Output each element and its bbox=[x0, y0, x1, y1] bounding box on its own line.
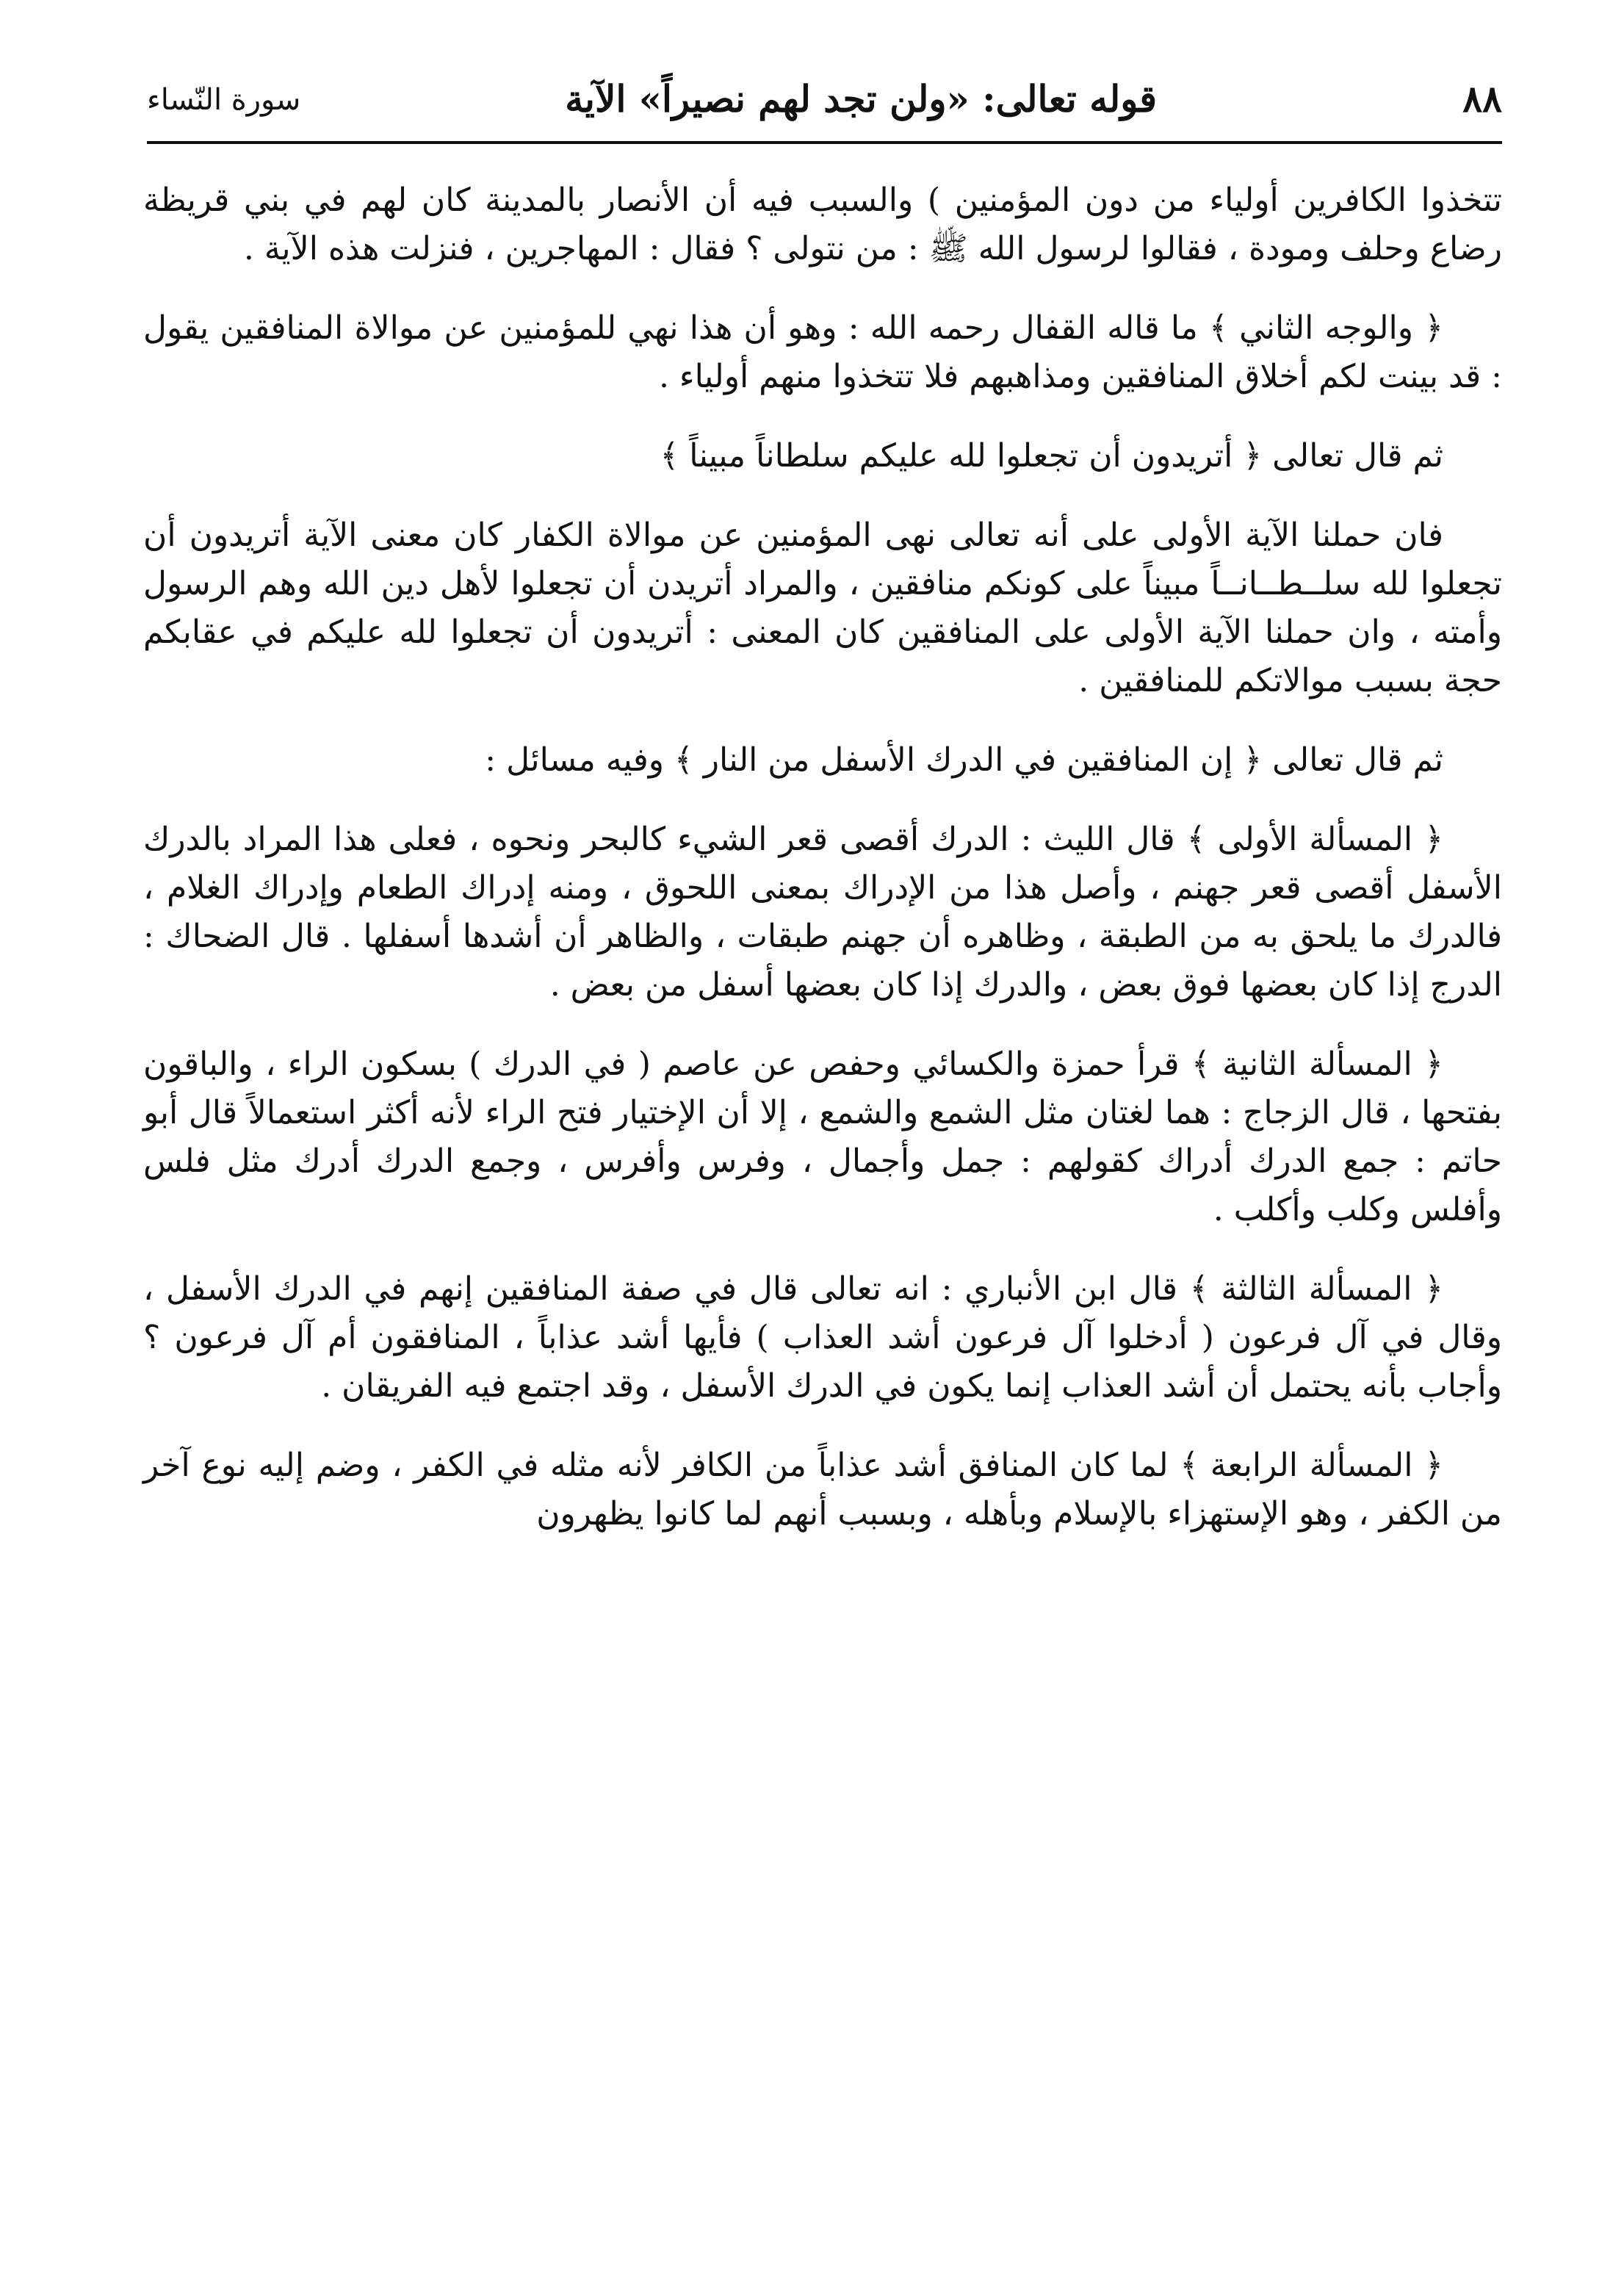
paragraph: ﴿ المسألة الثانية ﴾ قرأ حمزة والكسائي وحفص عن عاصم ( في الدرك ) بسكون الراء ، والباقون بفتحها ، قال الزجاج : هما لغتان مثل الشمع والشمع ، إلا أن الإختيار فتح الراء لأنه أكثر استعمالاً قال أبو حاتم : جمع الدرك أدراك كقولهم : جمل وأجمال ، وفرس وأفرس ، وجمع الدرك أدرك مثل فلس وأفلس وكلب وأكلب . bbox=[143, 1045, 1503, 1228]
page-number: ٨٨ bbox=[1462, 77, 1502, 120]
paragraph: ثم قال تعالى ﴿ إن المنافقين في الدرك الأسفل من النار ﴾ وفيه مسائل : bbox=[485, 741, 1443, 779]
paragraph: فان حملنا الآية الأولى على أنه تعالى نهى المؤمنين عن موالاة الكفار كان معنى الآية أتريدون أن تجعلوا لله سلــطــانــاً مبيناً على كونكم منافقين ، والمراد أتريدن أن تجعلوا لأهل دين الله وهم الرسول وأمته ، وان حملنا الآية الأولى على المنافقين كان المعنى : أتريدون أن تجعلوا لله عليكم في عقابكم حجة بسبب موالاتكم للمنافقين . bbox=[143, 516, 1502, 699]
paragraph: تتخذوا الكافرين أولياء من دون المؤمنين ) والسبب فيه أن الأنصار بالمدينة كان لهم في بني قريظة رضاع وحلف ومودة ، فقالوا لرسول الله ﷺ : من نتولى ؟ فقال : المهاجرين ، فنزلت هذه الآية . bbox=[143, 181, 1502, 267]
header-title: قوله تعالى: «ولن تجد لهم نصيراً» الآية bbox=[565, 77, 1157, 120]
paragraph: ثم قال تعالى ﴿ أتريدون أن تجعلوا لله عليكم سلطاناً مبيناً ﴾ bbox=[660, 437, 1443, 475]
header-divider bbox=[147, 141, 1502, 144]
running-header bbox=[147, 70, 1502, 143]
surah-name: سورة النّساء bbox=[147, 83, 301, 117]
paragraph: ﴿ المسألة الرابعة ﴾ لما كان المنافق أشد عذاباً من الكافر لأنه مثله في الكفر ، وضم إليه نوع آخر من الكفر ، وهو الإستهزاء بالإسلام وبأهله ، وبسبب أنهم لما كانوا يظهرون bbox=[143, 1447, 1502, 1533]
paragraph: ﴿ المسألة الأولى ﴾ قال الليث : الدرك أقصى قعر الشيء كالبحر ونحوه ، فعلى هذا المراد بالدرك الأسفل أقصى قعر جهنم ، وأصل هذا من الإدراك بمعنى اللحوق ، ومنه إدراك الطعام وإدراك الغلام ، فالدرك ما يلحق به من الطبقة ، وظاهره أن جهنم طبقات ، والظاهر أن أشدها أسفلها . قال الضحاك : الدرج إذا كان بعضها فوق بعض ، والدرك إذا كان بعضها أسفل من بعض . bbox=[143, 821, 1502, 1004]
paragraph: ﴿ المسألة الثالثة ﴾ قال ابن الأنباري : انه تعالى قال في صفة المنافقين إنهم في الدرك الأسفل ، وقال في آل فرعون ( أدخلوا آل فرعون أشد العذاب ) فأيها أشد عذاباً ، المنافقون أم آل فرعون ؟ وأجاب بأنه يحتمل أن أشد العذاب إنما يكون في الدرك الأسفل ، وقد اجتمع فيه الفريقان . bbox=[143, 1270, 1502, 1405]
page-body bbox=[143, 176, 1502, 1569]
paragraph: ﴿ والوجه الثاني ﴾ ما قاله القفال رحمه الله : وهو أن هذا نهي للمؤمنين عن موالاة المنافقين يقول : قد بينت لكم أخلاق المنافقين ومذاهبهم فلا تتخذوا منهم أولياء . bbox=[143, 309, 1502, 395]
